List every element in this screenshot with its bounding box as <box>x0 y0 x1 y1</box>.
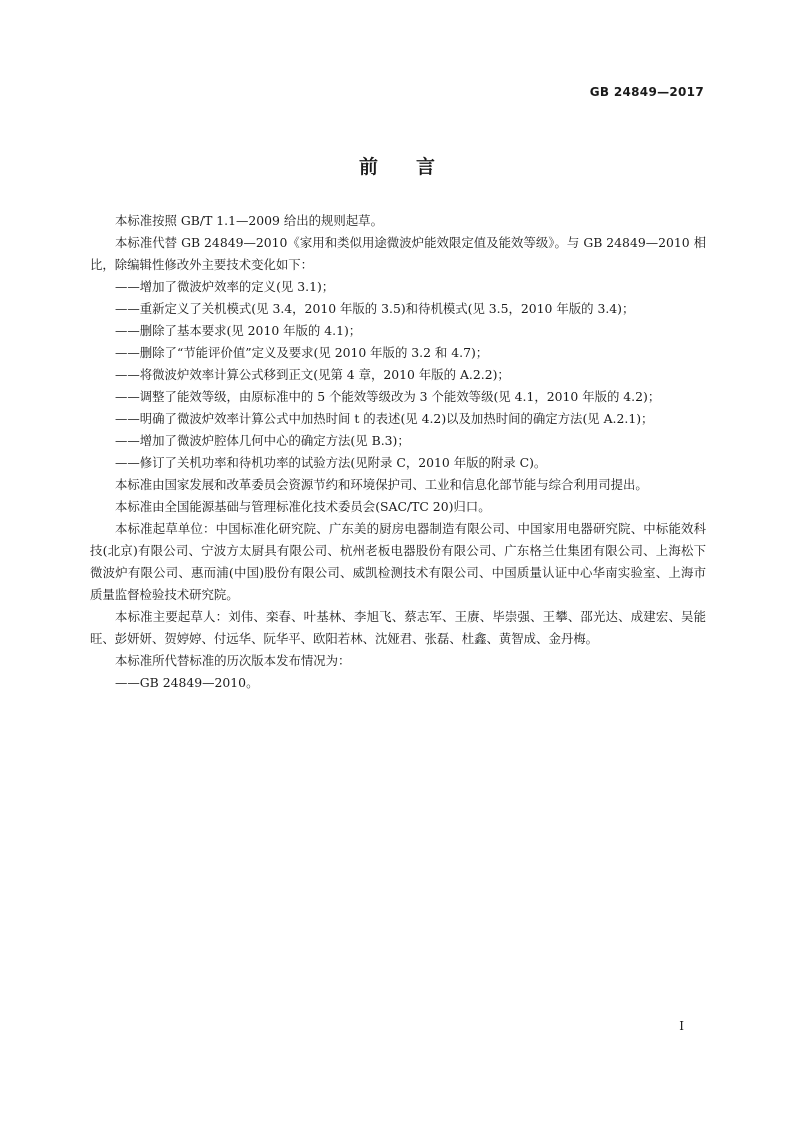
paragraph: 本标准由国家发展和改革委员会资源节约和环境保护司、工业和信息化部节能与综合利用司提出。 <box>115 477 648 492</box>
page-number: I <box>679 1019 684 1033</box>
list-item: ——将微波炉效率计算公式移到正文(见第 4 章，2010 年版的 A.2.2)； <box>115 367 510 382</box>
list-item: ——修订了关机功率和待机功率的试验方法(见附录 C，2010 年版的附录 C)。 <box>115 455 547 470</box>
list-item: ——调整了能效等级，由原标准中的 5 个能效等级改为 3 个能效等级(见 4.1，2010 年版的 4.2)； <box>115 389 661 404</box>
paragraph: 本标准代替 GB 24849—2010《家用和类似用途微波炉能效限定值及能效等级》。与 GB 24849—2010 相比，除编辑性修改外主要技术变化如下： <box>90 235 706 272</box>
paragraph: 本标准起草单位：中国标准化研究院、广东美的厨房电器制造有限公司、中国家用电器研究院、中标能效科技(北京)有限公司、宁波方太厨具有限公司、杭州老板电器股份有限公司、广东格兰仕集团有限公司、上海松下微波炉有限公司、惠而浦(中国)股份有限公司、威凯检测技术有限公司、中国质量认证中心华南实验室、上海市质量监督检验技术研究院。 <box>90 521 706 602</box>
list-item: ——GB 24849—2010。 <box>115 675 259 690</box>
standard-number: GB 24849—2017 <box>589 85 704 99</box>
list-item: ——重新定义了关机模式(见 3.4，2010 年版的 3.5)和待机模式(见 3.5，2010 年版的 3.4)； <box>115 301 635 316</box>
paragraph: 本标准由全国能源基础与管理标准化技术委员会(SAC/TC 20)归口。 <box>115 499 491 514</box>
paragraph: 本标准所代替标准的历次版本发布情况为： <box>115 653 351 668</box>
paragraph: 本标准按照 GB/T 1.1—2009 给出的规则起草。 <box>115 213 383 228</box>
list-item: ——删除了“节能评价值”定义及要求(见 2010 年版的 3.2 和 4.7)； <box>115 345 489 360</box>
foreword-body <box>90 210 706 694</box>
list-item: ——明确了微波炉效率计算公式中加热时间 t 的表述(见 4.2)以及加热时间的确定方法(见 A.2.1)； <box>115 411 654 426</box>
list-item: ——增加了微波炉效率的定义(见 3.1)； <box>115 279 335 294</box>
list-item: ——增加了微波炉腔体几何中心的确定方法(见 B.3)； <box>115 433 410 448</box>
paragraph: 本标准主要起草人：刘伟、栾春、叶基林、李旭飞、蔡志军、王赓、毕崇强、王攀、邵光达、成建宏、吴能旺、彭妍妍、贺婷婷、付远华、阮华平、欧阳若林、沈娅君、张磊、杜鑫、黄智成、金丹梅。 <box>90 609 706 646</box>
list-item: ——删除了基本要求(见 2010 年版的 4.1)； <box>115 323 362 338</box>
page-title: 前言 <box>358 156 473 178</box>
